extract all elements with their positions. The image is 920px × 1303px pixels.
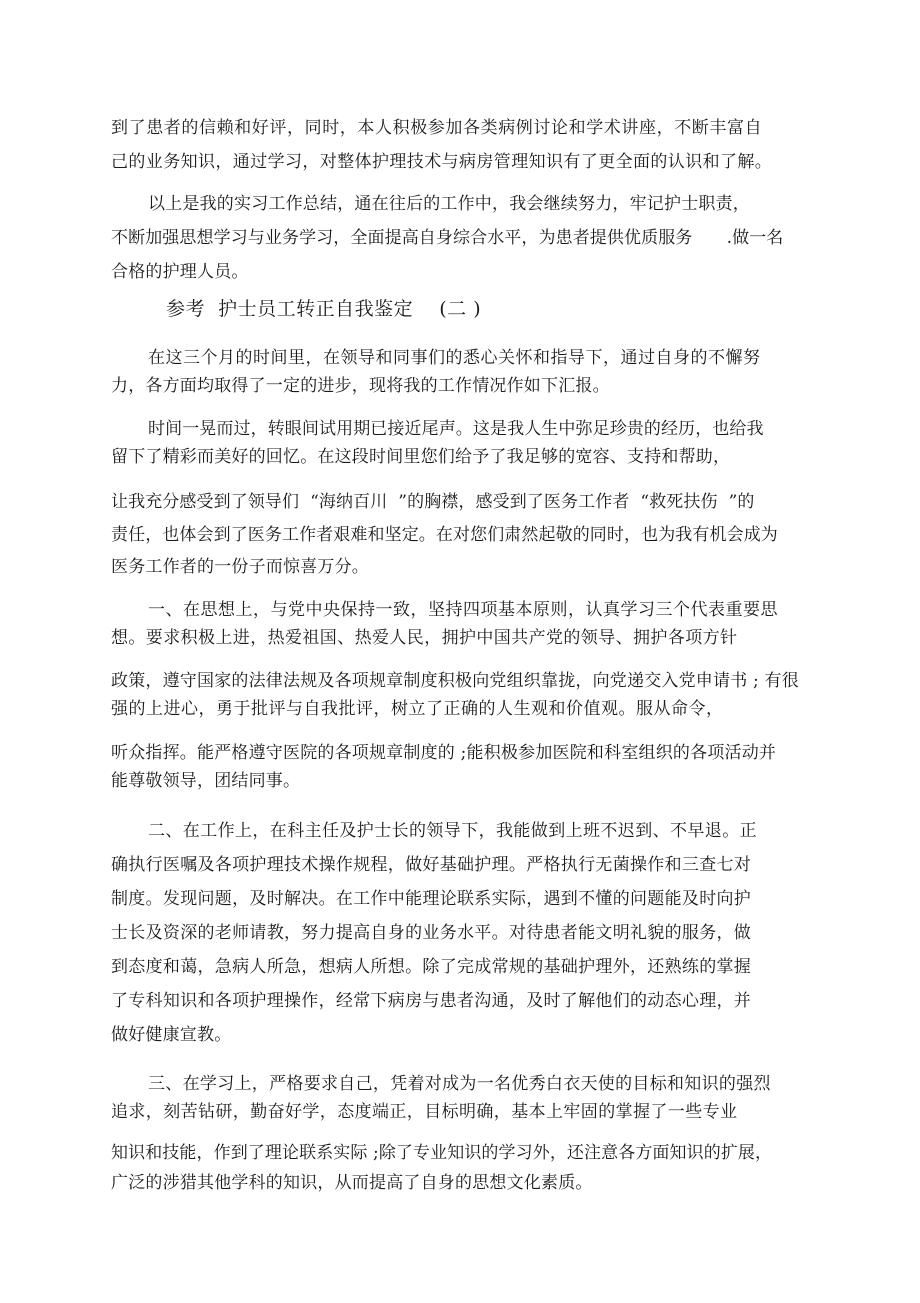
paragraph-line: 以上是我的实习工作总结，通在往后的工作中，我会继续努力，牢记护士职责，: [148, 194, 750, 214]
paragraph-line: 听众指挥。能严格遵守医院的各项规章制度的 ;能积极参加医院和科室组织的各项活动并: [111, 743, 777, 763]
paragraph-line: 二、在工作上，在科主任及护士长的领导下，我能做到上班不迟到、不早退。正: [148, 821, 757, 841]
paragraph-line: 做好健康宣教。: [111, 1025, 232, 1045]
paragraph-line: 留下了精彩而美好的回忆。在这段时间里您们给予了我足够的宽容、支持和帮助，: [111, 447, 731, 467]
paragraph-line: 力，各方面均取得了一定的进步，现将我的工作情况作如下汇报。: [111, 376, 610, 396]
paragraph-line: 己的业务知识，通过学习，对整体护理技术与病房管理知识有了更全面的认识和了解。: [111, 152, 773, 172]
paragraph-line: 强的上进心，勇于批评与自我批评，树立了正确的人生观和价值观。服从命令，: [111, 699, 724, 719]
paragraph-line: 制度。发现问题，及时解决。在工作中能理论联系实际，遇到不懂的问题能及时向护: [111, 889, 752, 909]
paragraph-line: 想。要求积极上进，热爱祖国、热爱人民，拥护中国共产党的领导、拥护各项方针: [111, 628, 738, 648]
paragraph-line: 时间一晃而过，转眼间试用期已接近尾声。这是我人生中弥足珍贵的经历，也给我: [148, 419, 764, 439]
section-title: 参考 护士员工转正自我鉴定 (二 ): [166, 298, 482, 320]
paragraph-line: 责任，也体会到了医务工作者艰难和坚定。在对您们肃然起敬的同时，也为我有机会成为: [111, 525, 778, 545]
paragraph-line: 了专科知识和各项护理操作，经常下病房与患者沟通，及时了解他们的动态心理，并: [111, 991, 752, 1011]
paragraph-line: 追求，刻苦钻研，勤奋好学，态度端正，目标明确，基本上牢固的掌握了一些专业: [111, 1102, 738, 1122]
paragraph-line: 不断加强思想学习与业务学习，全面提高自身综合水平，为患者提供优质服务 .做一名: [111, 228, 784, 248]
paragraph-line: 合格的护理人员。: [111, 262, 249, 282]
paragraph-line: 到了患者的信赖和好评，同时，本人积极参加各类病例讨论和学术讲座，不断丰富自: [111, 118, 763, 138]
paragraph-line: 确执行医嘱及各项护理技术操作规程，做好基础护理。严格执行无菌操作和三查七对: [111, 855, 752, 875]
paragraph-line: 政策，遵守国家的法律法规及各项规章制度积极向党组织靠拢，向党递交入党申请书 ; 有很: [111, 671, 799, 691]
paragraph-line: 知识和技能，作到了理论联系实际 ;除了专业知识的学习外，还注意各方面知识的扩展，: [111, 1143, 773, 1163]
paragraph-line: 广泛的涉猎其他学科的知识，从而提高了自身的思想文化素质。: [111, 1173, 593, 1193]
paragraph-line: 能尊敬领导，团结同事。: [111, 771, 301, 791]
paragraph-line: 一、在思想上，与党中央保持一致，坚持四项基本原则，认真学习三个代表重要思: [148, 600, 778, 620]
paragraph-line: 让我充分感受到了领导们 “海纳百川 ”的胸襟，感受到了医务工作者 “救死扶伤 ”的: [111, 492, 755, 512]
paragraph-line: 在这三个月的时间里，在领导和同事们的悉心关怀和指导下，通过自身的不懈努: [148, 348, 761, 368]
paragraph-line: 三、在学习上，严格要求自己，凭着对成为一名优秀白衣天使的目标和知识的强烈: [148, 1074, 771, 1094]
paragraph-line: 医务工作者的一份子而惊喜万分。: [111, 557, 369, 577]
paragraph-line: 到态度和蔼，急病人所急，想病人所想。除了完成常规的基础护理外，还熟练的掌握: [111, 957, 752, 977]
paragraph-line: 士长及资深的老师请教，努力提高自身的业务水平。对待患者能文明礼貌的服务，做: [111, 923, 752, 943]
